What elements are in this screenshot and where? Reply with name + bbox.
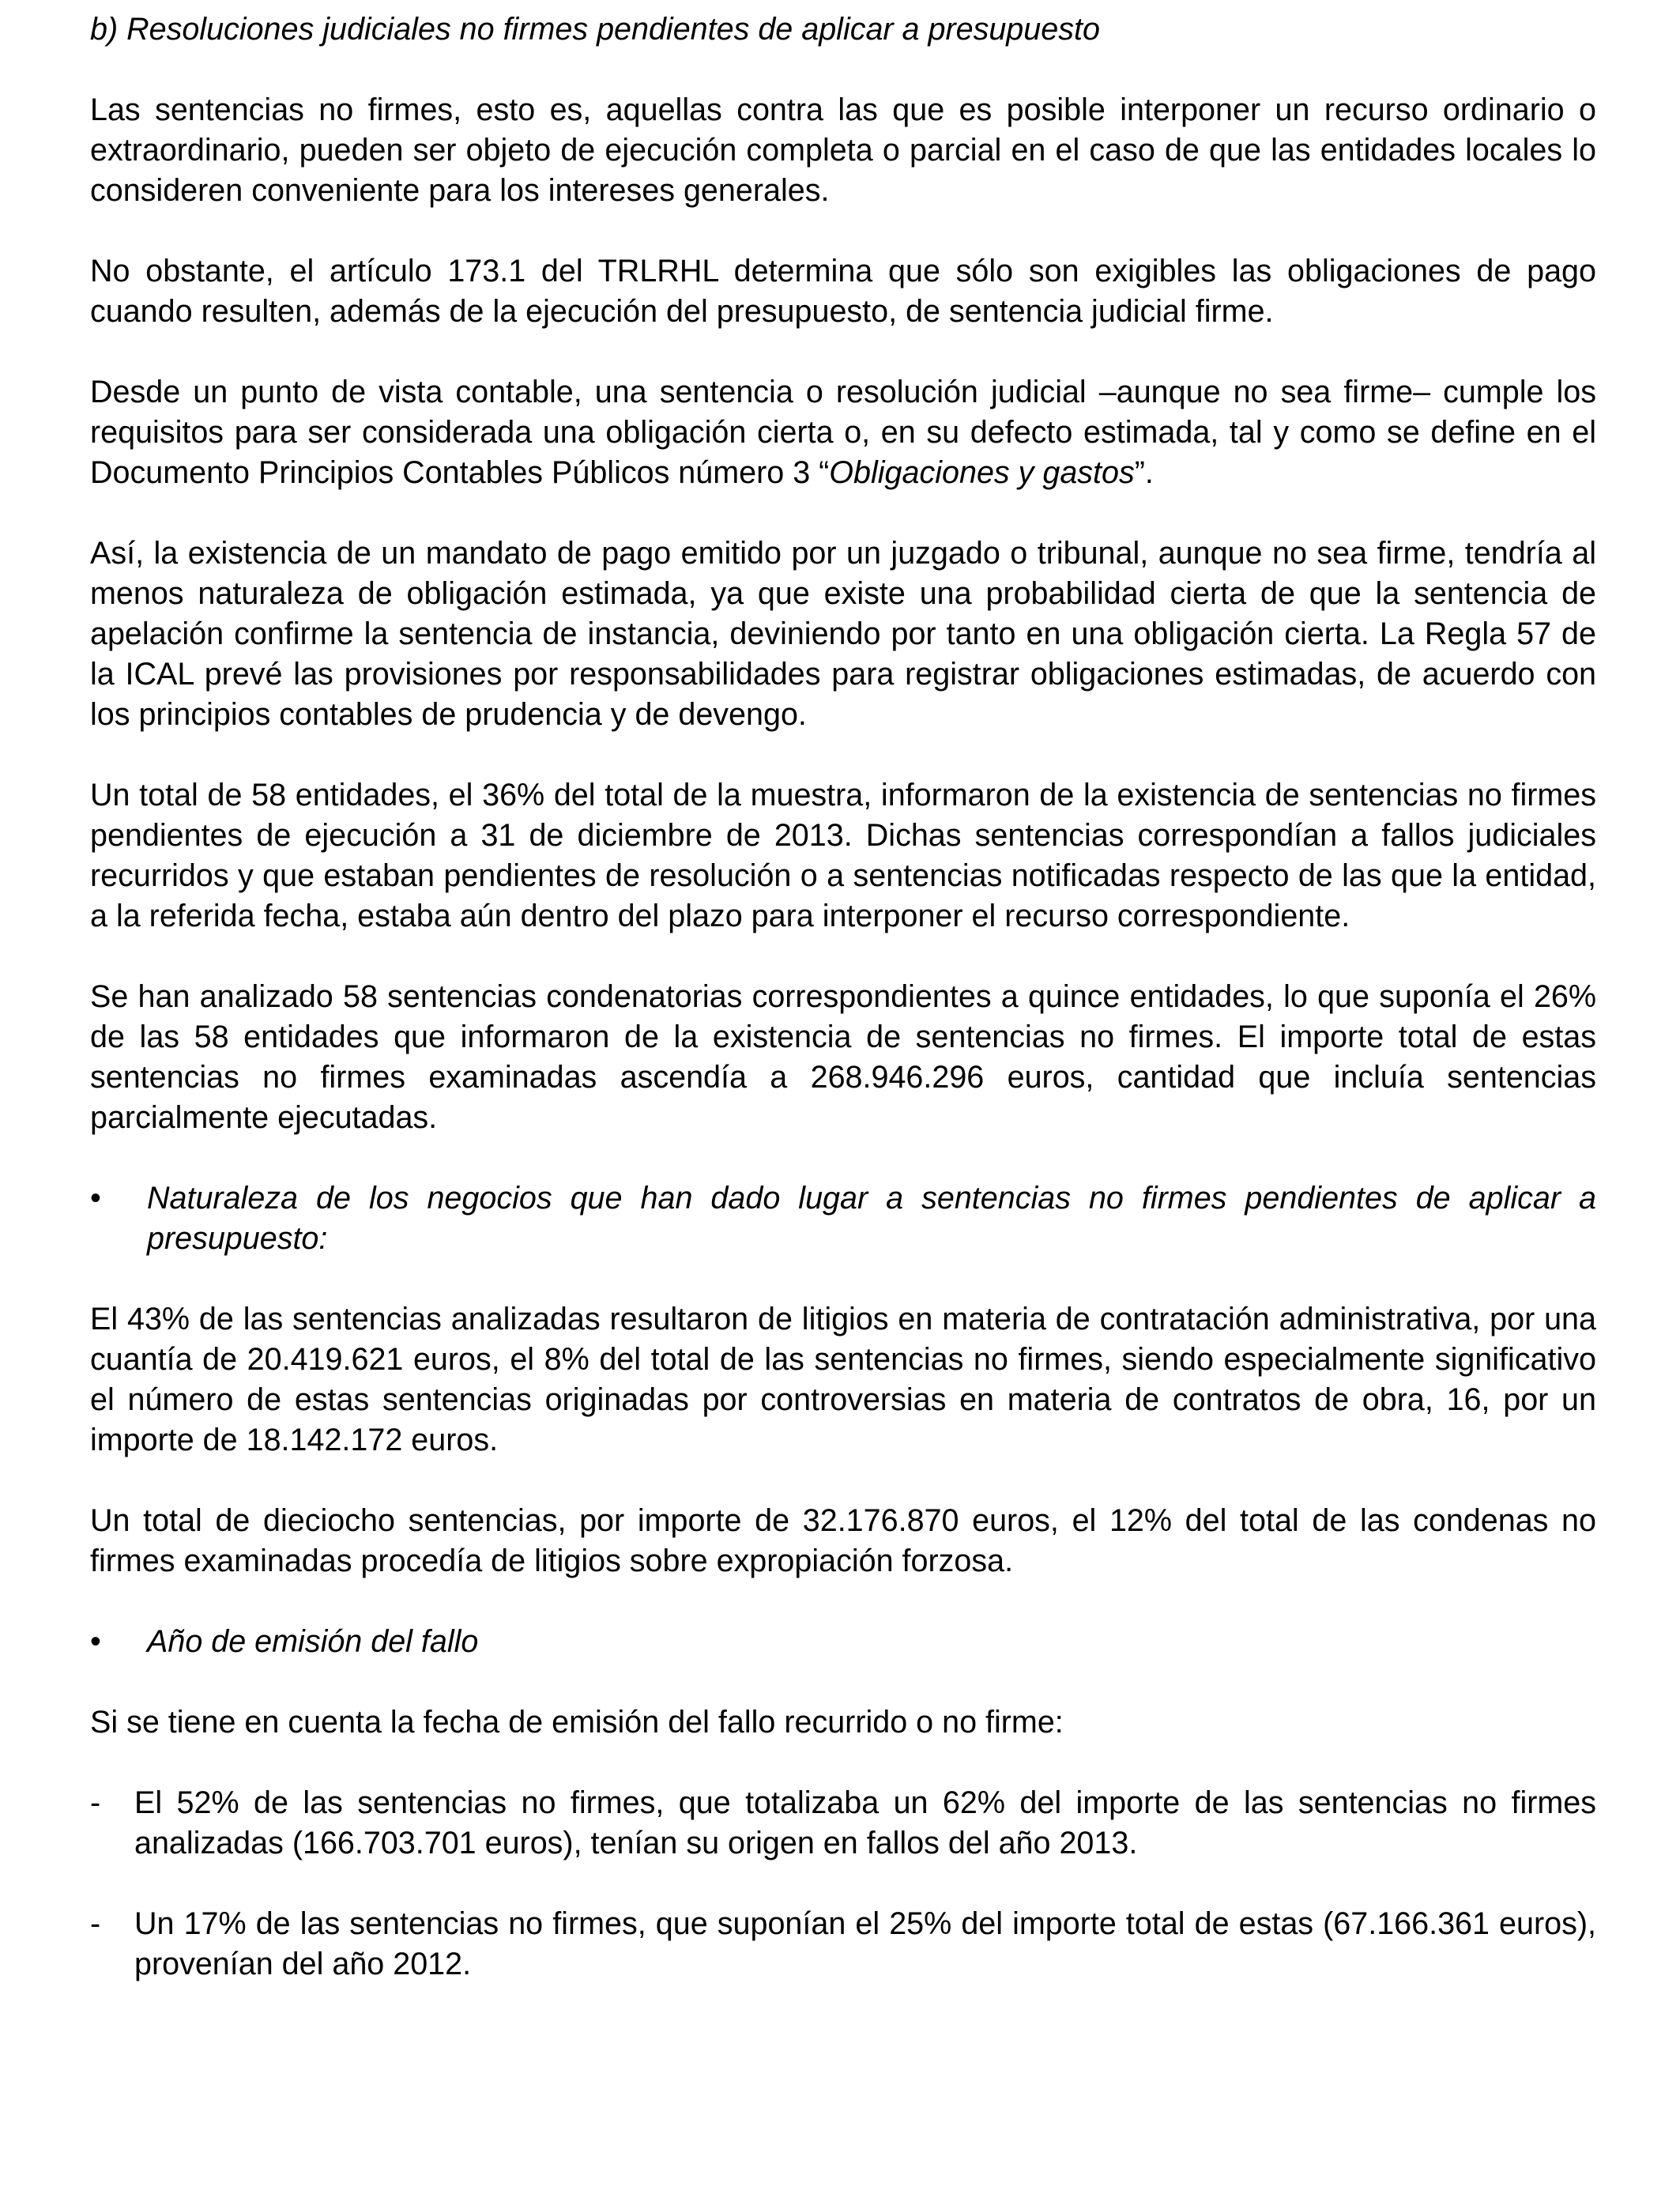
bullet-icon: • bbox=[90, 1624, 101, 1659]
section-heading: b) Resoluciones judiciales no firmes pendientes de aplicar a presupuesto bbox=[90, 12, 1100, 47]
bullet-item-naturaleza bbox=[90, 1178, 1596, 1259]
paragraph-contratacion-administrativa: El 43% de las sentencias analizadas resultaron de litigios en materia de contratación administrativa, por una cuantía de 20.419.621 euros, el 8% del total de las sentencias no firmes, siendo especialmente significativo el número de estas sentencias originadas por controversias en materia de contratos de obra, 16, por un importe de 18.142.172 euros. bbox=[90, 1302, 1596, 1457]
bullet-item-ano-emision bbox=[90, 1622, 1596, 1662]
dash-item-2013 bbox=[90, 1783, 1596, 1864]
paragraph-sentencias-no-firmes: Las sentencias no firmes, esto es, aquellas contra las que es posible interponer un recurso ordinario o extraordinario, pueden ser objeto de ejecución completa o parcial en el caso de que las entidades locales lo consideren conveniente para los intereses generales. bbox=[90, 92, 1596, 208]
dash-item-label: Un 17% de las sentencias no firmes, que suponían el 25% del importe total de estas (67.166.361 euros), provenían del año 2012. bbox=[134, 1906, 1596, 1981]
bullet-icon: • bbox=[90, 1181, 101, 1216]
paragraph-fecha-emision: Si se tiene en cuenta la fecha de emisión del fallo recurrido o no firme: bbox=[90, 1705, 1064, 1740]
paragraph-total-entidades: Un total de 58 entidades, el 36% del total de la muestra, informaron de la existencia de sentencias no firmes pendientes de ejecución a 31 de diciembre de 2013. Dichas sentencias correspondían a fallos judiciales recurridos y que estaban pendientes de resolución o a sentencias notificadas respecto de las que la entidad, a la referida fecha, estaba aún dentro del plazo para interponer el recurso correspondiente. bbox=[90, 778, 1596, 933]
paragraph-articulo-173: No obstante, el artículo 173.1 del TRLRHL determina que sólo son exigibles las obligaciones de pago cuando resulten, además de la ejecución del presupuesto, de sentencia judicial firme. bbox=[90, 254, 1596, 329]
dash-item-2012 bbox=[90, 1904, 1596, 1985]
paragraph-punto-de-vista-contable bbox=[90, 372, 1596, 493]
bullet-label: Año de emisión del fallo bbox=[147, 1624, 479, 1659]
document-page bbox=[90, 9, 1596, 2025]
paragraph-mandato-de-pago: Así, la existencia de un mandato de pago emitido por un juzgado o tribunal, aunque no sea firme, tendría al menos naturaleza de obligación estimada, ya que existe una probabilidad cierta de que la sentencia de apelación confirme la sentencia de instancia, deviniendo por tanto en una obligación cierta. La Regla 57 de la ICAL prevé las provisiones por responsabilidades para registrar obligaciones estimadas, de acuerdo con los principios contables de prudencia y de devengo. bbox=[90, 536, 1596, 732]
paragraph-sentencias-analizadas: Se han analizado 58 sentencias condenatorias correspondientes a quince entidades, lo que suponía el 26% de las 58 entidades que informaron de la existencia de sentencias no firmes. El importe total de estas sentencias no firmes examinadas ascendía a 268.946.296 euros, cantidad que incluía sentencias parcialmente ejecutadas. bbox=[90, 979, 1596, 1135]
paragraph-text-before: Desde un punto de vista contable, una sentencia o resolución judicial –aunque no sea firme– cumple los requisitos para ser considerada una obligación cierta o, en su defecto estimada, tal y como se define en el Documento Principios Contables Públicos número 3 “ bbox=[90, 375, 1596, 490]
paragraph-text-after: ”. bbox=[1134, 455, 1154, 490]
dash-marker: - bbox=[90, 1906, 101, 1941]
bullet-label: Naturaleza de los negocios que han dado lugar a sentencias no firmes pendientes de aplicar a presupuesto: bbox=[147, 1181, 1596, 1256]
dash-marker: - bbox=[90, 1785, 101, 1820]
paragraph-expropiacion-forzosa: Un total de dieciocho sentencias, por importe de 32.176.870 euros, el 12% del total de las condenas no firmes examinadas procedía de litigios sobre expropiación forzosa. bbox=[90, 1503, 1596, 1578]
document-title-reference: Obligaciones y gastos bbox=[829, 455, 1135, 490]
dash-item-label: El 52% de las sentencias no firmes, que totalizaba un 62% del importe de las sentencias no firmes analizadas (166.703.701 euros), tenían su origen en fallos del año 2013. bbox=[134, 1785, 1596, 1860]
